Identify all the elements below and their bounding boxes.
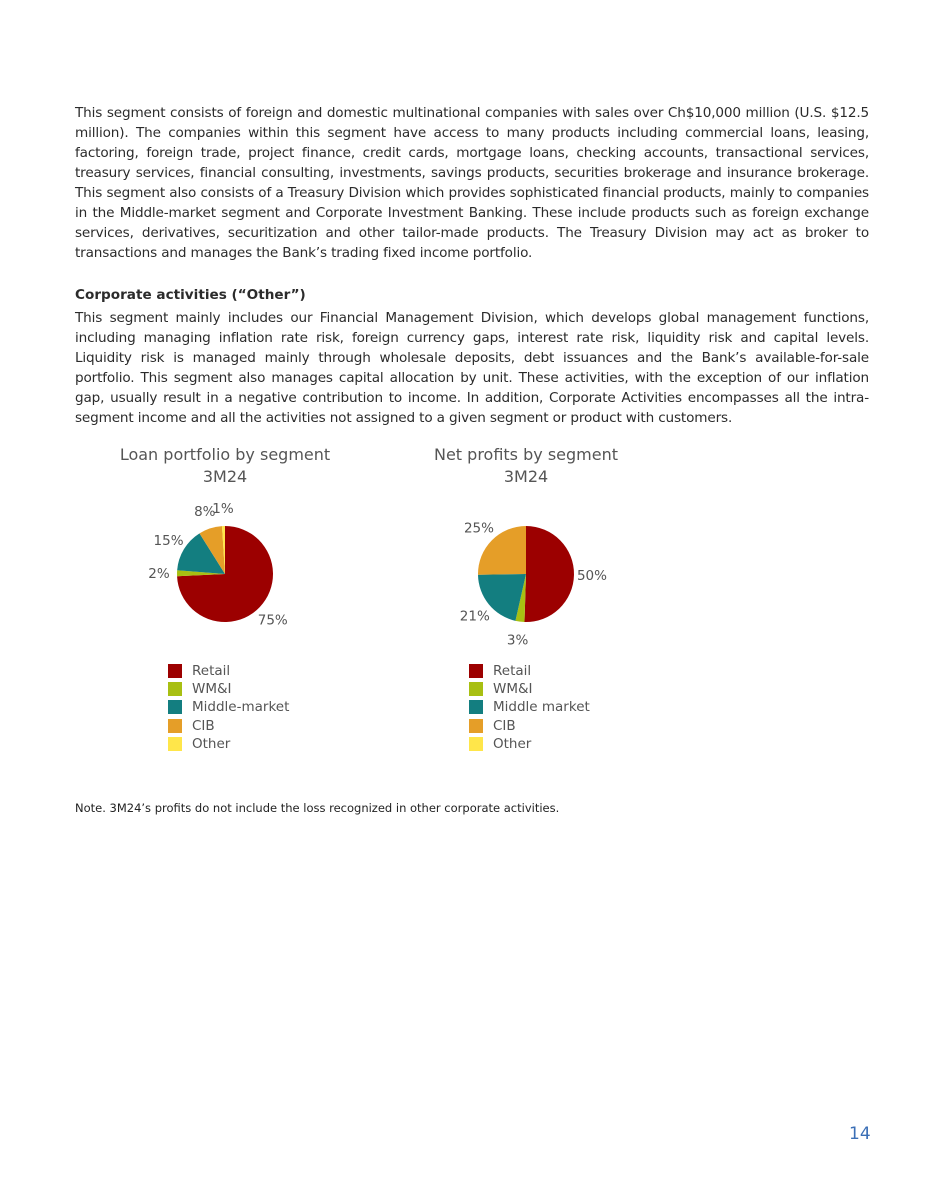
pie-svg bbox=[376, 444, 676, 664]
legend-swatch bbox=[469, 737, 483, 751]
legend-swatch bbox=[168, 664, 182, 678]
chart-subtitle: 3M24 bbox=[202, 467, 248, 486]
data-label-cib: 25% bbox=[463, 520, 494, 537]
data-label-wm-i: 2% bbox=[148, 565, 170, 582]
legend-label: Other bbox=[493, 735, 532, 752]
legend-item-other bbox=[168, 735, 289, 753]
legend-swatch bbox=[168, 737, 182, 751]
legend-label: CIB bbox=[192, 717, 215, 734]
legend-swatch bbox=[168, 700, 182, 714]
data-label-cib: 8% bbox=[194, 504, 216, 521]
legend-label: CIB bbox=[493, 717, 516, 734]
legend-label: Retail bbox=[493, 663, 532, 680]
pie-slice-retail bbox=[524, 526, 574, 622]
data-label-retail: 75% bbox=[257, 612, 288, 629]
data-label-retail: 50% bbox=[576, 568, 607, 585]
legend-label: WM&I bbox=[493, 681, 533, 698]
legend-label: WM&I bbox=[192, 681, 232, 698]
net-profits-pie-chart bbox=[376, 444, 676, 764]
data-label-other: 1% bbox=[212, 501, 234, 518]
legend-label: Retail bbox=[192, 663, 231, 680]
legend-swatch bbox=[168, 682, 182, 696]
segment-description-paragraph: This segment consists of foreign and domestic multinational companies with sales over Ch$10,000 million (U.S. $12.5 million). The companies within this segment have access to many products including commercial loans, leasing, factoring, foreign trade, project finance, credit cards, mortgage loans, checking accounts, transactional services, treasury services, financial consulting, investments, savings products, securities brokerage and insurance brokerage. This segment also consists of a Treasury Division which provides sophisticated financial products, mainly to companies in the Middle-market segment and Corporate Investment Banking. These include products such as foreign exchange services, derivatives, securitization and other tailor-made products. The Treasury Division may act as broker to transactions and manages the Bank’s trading fixed income portfolio. bbox=[75, 105, 869, 261]
data-label-wm-i: 3% bbox=[506, 632, 529, 649]
chart-title-text: Loan portfolio by segment bbox=[119, 445, 331, 464]
legend-item-wm-i bbox=[469, 680, 590, 698]
corporate-activities-paragraph: This segment mainly includes our Financial Management Division, which develops global management functions, including managing inflation rate risk, foreign currency gaps, interest rate risk, liquidity risk and capital levels. Liquidity risk is managed mainly through wholesale deposits, debt issuances and the Bank’s available-for-sale portfolio. This segment also manages capital allocation by unit. These activities, with the exception of our inflation gap, usually result in a negative contribution to income. In addition, Corporate Activities encompasses all the intra-segment income and all the activities not assigned to a given segment or product with customers. bbox=[75, 310, 869, 426]
legend-item-middle-market bbox=[469, 698, 590, 716]
legend-item-wm-i bbox=[168, 680, 289, 698]
legend-item-retail bbox=[469, 662, 590, 680]
legend-swatch bbox=[469, 700, 483, 714]
legend-item-cib bbox=[168, 717, 289, 735]
legend-swatch bbox=[469, 719, 483, 733]
legend-item-cib bbox=[469, 717, 590, 735]
legend-swatch bbox=[469, 682, 483, 696]
legend-item-other bbox=[469, 735, 590, 753]
legend-item-middle-market bbox=[168, 698, 289, 716]
chart-legend bbox=[168, 662, 289, 753]
chart-title-text: Net profits by segment bbox=[433, 445, 618, 464]
legend-label: Middle market bbox=[493, 699, 590, 716]
data-label-middle-market: 21% bbox=[459, 608, 490, 625]
legend-item-retail bbox=[168, 662, 289, 680]
legend-label: Middle-market bbox=[192, 699, 290, 716]
page-number: 14 bbox=[849, 1124, 871, 1144]
footnote: Note. 3M24’s profits do not include the loss recognized in other corporate activities. bbox=[75, 801, 560, 815]
chart-legend bbox=[469, 662, 590, 753]
data-label-middle-market: 15% bbox=[153, 532, 184, 549]
corporate-activities-heading: Corporate activities (“Other”) bbox=[75, 287, 306, 303]
legend-swatch bbox=[168, 719, 182, 733]
pie-svg bbox=[75, 444, 375, 664]
chart-subtitle: 3M24 bbox=[503, 467, 549, 486]
legend-swatch bbox=[469, 664, 483, 678]
legend-label: Other bbox=[192, 735, 231, 752]
loan-portfolio-pie-chart bbox=[75, 444, 375, 764]
